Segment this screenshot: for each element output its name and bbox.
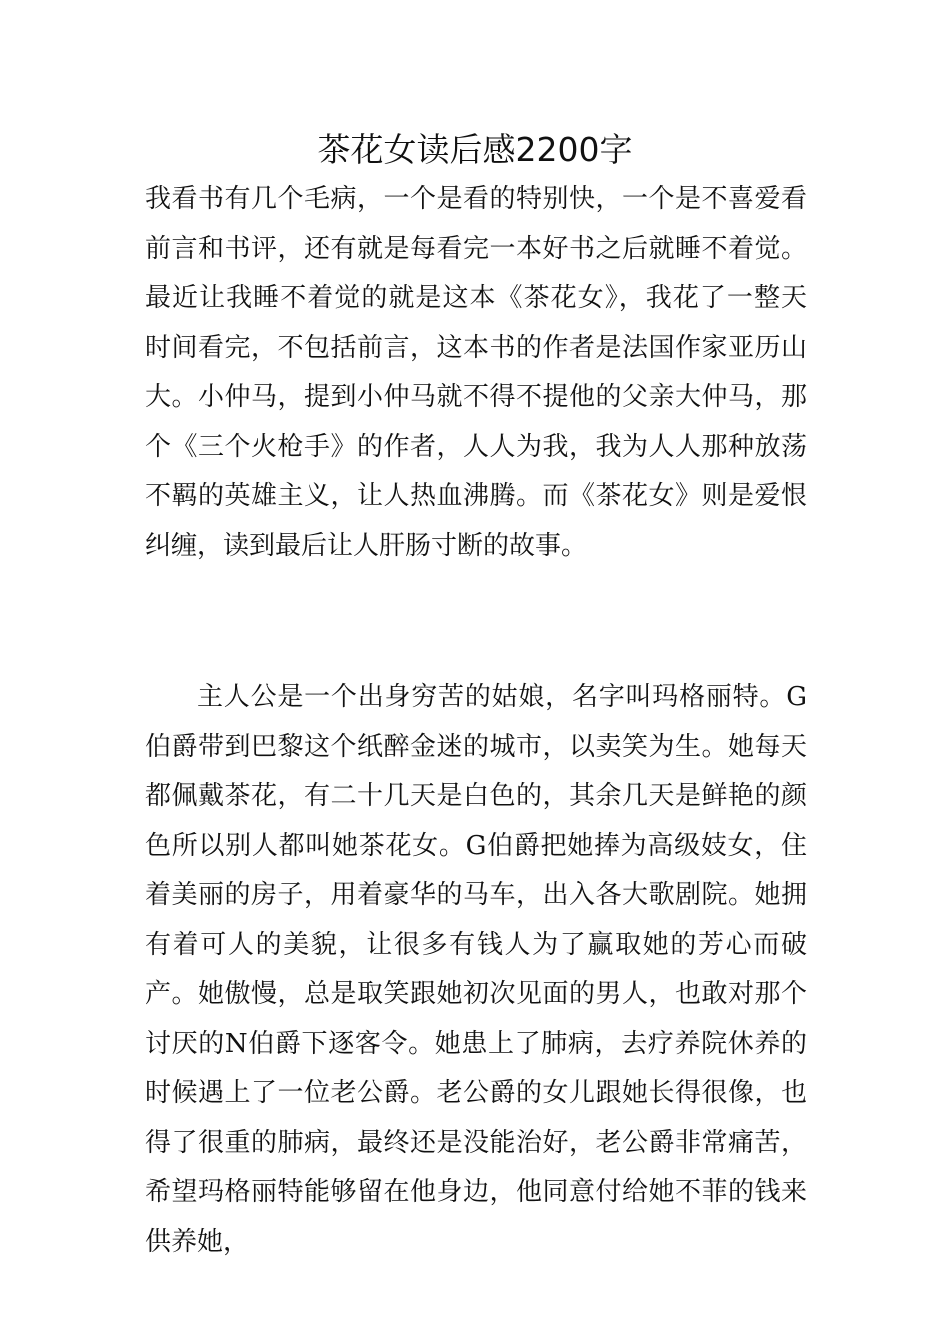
document-title: 茶花女读后感2200字: [317, 130, 633, 169]
paragraph-1: 我看书有几个毛病，一个是看的特别快，一个是不喜爱看前言和书评，还有就是每看完一本好书之后就睡不着觉。最近让我睡不着觉的就是这本《茶花女》，我花了一整天时间看完，不包括前言，这本书的作者是法国作家亚历山大。小仲马，提到小仲马就不得不提他的父亲大仲马，那个《三个火枪手》的作者，人人为我，我为人人那种放荡不羁的英雄主义，让人热血沸腾。而《茶花女》则是爱恨纠缠，读到最后让人肝肠寸断的故事。: [145, 184, 807, 561]
paragraph-2: 主人公是一个出身穷苦的姑娘，名字叫玛格丽特。G伯爵带到巴黎这个纸醉金迷的城市，以卖笑为生。她每天都佩戴茶花，有二十几天是白色的，其余几天是鲜艳的颜色所以别人都叫她茶花女。G伯爵把她捧为高级妓女，住着美丽的房子，用着豪华的马车，出入各大歌剧院。她拥有着可人的美貌，让很多有钱人为了赢取她的芳心而破产。她傲慢，总是取笑跟她初次见面的男人，也敢对那个讨厌的N伯爵下逐客令。她患上了肺病，去疗养院休养的时候遇上了一位老公爵。老公爵的女儿跟她长得很像，也得了很重的肺病，最终还是没能治好，老公爵非常痛苦，希望玛格丽特能够留在他身边，他同意付给她不菲的钱来供养她，: [145, 682, 807, 1257]
